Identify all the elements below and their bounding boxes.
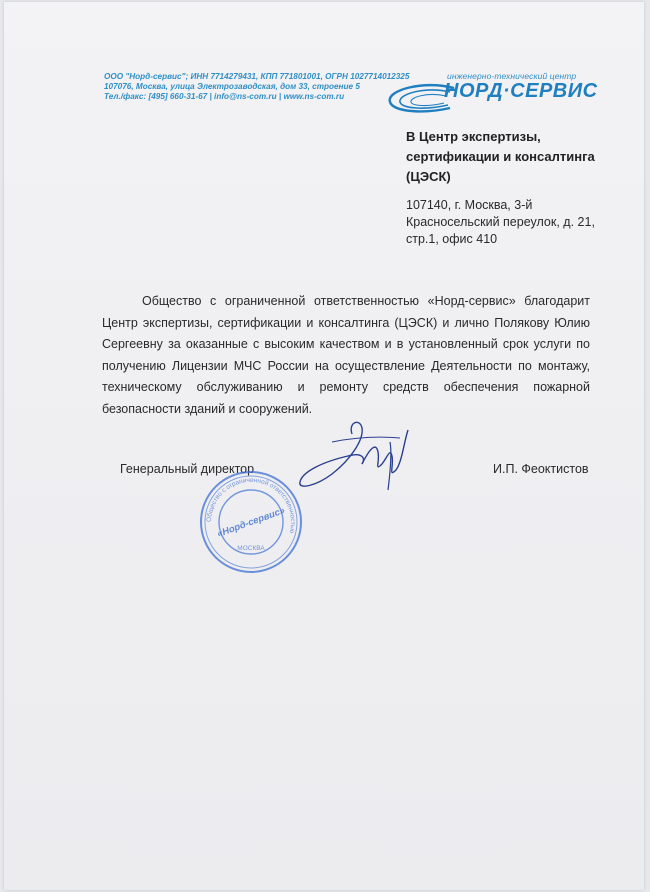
org-address: 107076, Москва, улица Электрозаводская, дом 33, строение 5 xyxy=(104,82,360,91)
company-logo xyxy=(384,68,614,124)
recipient-line: сертификации и консалтинга xyxy=(406,149,595,164)
address-line: Красносельский переулок, д. 21, xyxy=(406,215,595,229)
logo-tagline: инженерно-технический центр xyxy=(447,71,577,81)
recipient-line: (ЦЭСК) xyxy=(406,169,451,184)
org-contacts: Тел./факс: [495] 660-31-67 | info@ns-com.ru | www.ns-com.ru xyxy=(104,92,345,101)
recipient-block xyxy=(406,127,626,187)
letter-page xyxy=(4,2,644,890)
recipient-address xyxy=(406,197,626,248)
handwritten-signature xyxy=(292,412,422,497)
logo-swoosh-icon xyxy=(384,82,464,122)
company-stamp xyxy=(197,468,305,576)
org-requisites: ООО "Норд-сервис"; ИНН 7714279431, КПП 771801001, ОГРН 1027714012325 xyxy=(104,72,410,81)
stamp-city: МОСКВА xyxy=(237,545,265,552)
stamp-center-text: «Норд-сервис» xyxy=(215,505,287,540)
signer-position: Генеральный директор xyxy=(120,462,255,476)
logo-name: НОРД·СЕРВИС xyxy=(444,80,598,102)
recipient-line: В Центр экспертизы, xyxy=(406,129,541,144)
stamp-ring-text: Общество с ограниченной ответственностью xyxy=(205,476,297,534)
address-line: 107140, г. Москва, 3-й xyxy=(406,198,533,212)
letter-body: Общество с ограниченной ответственностью «Норд-сервис» благодарит Центр экспертизы, сертификации и консалтинга (ЦЭСК) и лично Полякову Юлию Сергеевну за оказанные с высоким качеством и в установленный срок услуги по получению Лицензии МЧС России на осуществление Деятельности по монтажу, техническому обслуживанию и ремонту средств обеспечения пожарной безопасности зданий и сооружений. xyxy=(102,294,590,416)
signer-name: И.П. Феоктистов xyxy=(493,462,589,476)
address-line: стр.1, офис 410 xyxy=(406,232,498,246)
